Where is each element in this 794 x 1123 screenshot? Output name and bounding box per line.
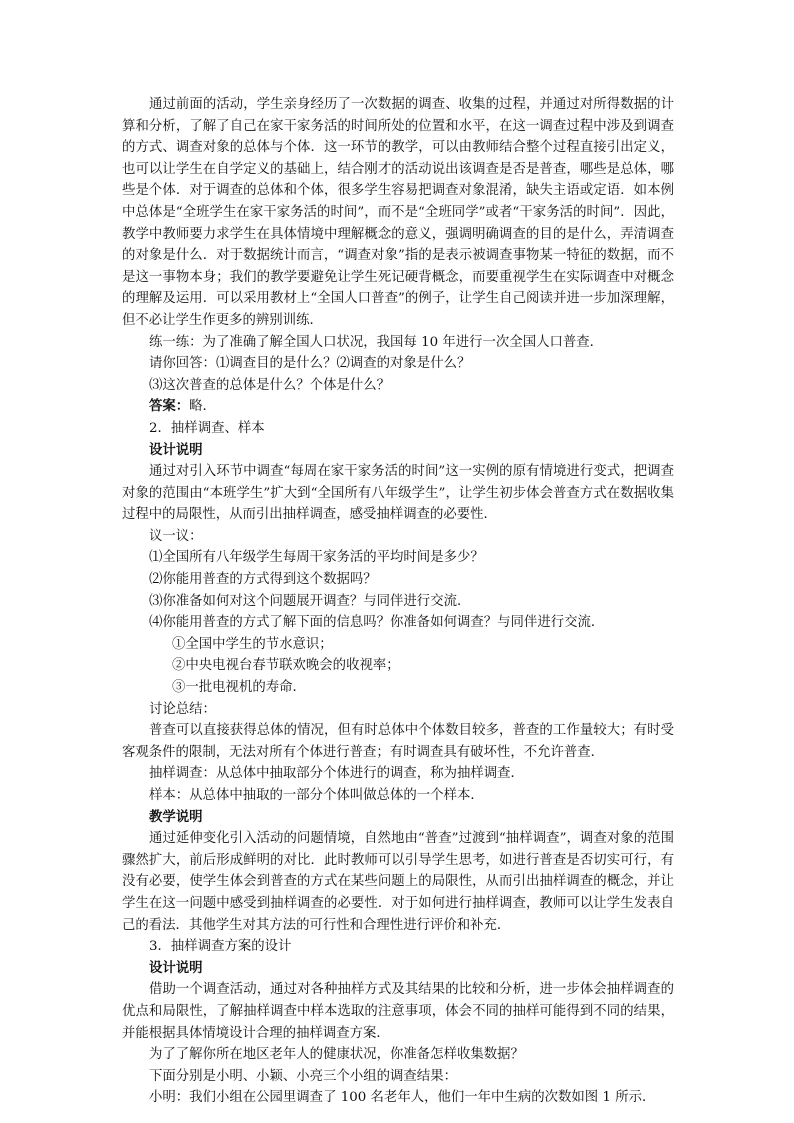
intro-paragraph: 通过前面的活动，学生亲身经历了一次数据的调查、收集的过程，并通过对所得数据的计算和分析，了解了自己在家干家务活的时间所处的位置和水平，在这一调查过程中涉及到调查的方式、调查对象的总体与个体．这一环节的教学，可以由教师结合整个过程直接引出定义，也可以让学生在自学定义的基础上，结合刚才的活动说出该调查是否是普查，哪些是总体，哪些是个体．对于调查的总体和个体，很多学生容易把调查对象混淆，缺失主语或定语．如本例中总体是“全班学生在家干家务活的时间”，而不是“全班同学”或者“干家务活的时间”．因此，教学中教师要力求学生在具体情境中理解概念的意义，强调明确调查的目的是什么，弄清调查的对象是什么．对于数据统计而言，“调查对象”指的是表示被调查事物某一特征的数据，而不是这一事物本身；我们的教学要避免让学生死记硬背概念，而要重视学生在实际调查中对概念的理解及运用．可以采用教材上“全国人口普查”的例子，让学生自己阅读并进一步加深理解，但不必让学生作更多的辨别训练． — [122, 97, 674, 328]
summary-label: 讨论总结： — [149, 701, 216, 717]
design-paragraph-2: 借助一个调查活动，通过对各种抽样方式及其结果的比较和分析，进一步体会抽样调查的优点和局限性，了解抽样调查中样本选取的注意事项，体会不同的抽样可能得到不同的结果，并能根据具体情境设计合理的抽样调查方案． — [122, 982, 674, 1041]
discuss-label: 议一议： — [149, 528, 203, 544]
question-line-2: ⑶这次普查的总体是什么？个体是什么？ — [149, 377, 391, 393]
document-body — [122, 94, 674, 1109]
discuss-question-3: ⑶你准备如何对这个问题展开调查？与同伴进行交流． — [149, 593, 471, 609]
discuss-question-2: ⑵你能用普查的方式得到这个数据吗？ — [149, 572, 377, 588]
groups-intro: 下面分别是小明、小颖、小亮三个小组的调查结果： — [149, 1068, 457, 1084]
xiaoming-result: 小明：我们小组在公园里调查了 100 名老年人，他们一年中生病的次数如图 1 所示． — [149, 1090, 656, 1106]
discuss-question-1: ⑴全国所有八年级学生每周干家务活的平均时间是多少？ — [149, 550, 484, 566]
design-paragraph-1: 通过对引入环节中调查“每周在家干家务活的时间”这一实例的原有情境进行变式，把调查对象的范围由“本班学生”扩大到“全国所有八年级学生”，让学生初步体会普查方式在数据收集过程中的局限性，从而引出抽样调查，感受抽样调查的必要性． — [122, 464, 674, 523]
sub-item-2: ②中央电视台春节联欢晚会的收视率； — [172, 658, 400, 674]
design-note-heading-1: 设计说明 — [149, 441, 203, 458]
practice-line: 练一练：为了准确了解全国人口状况，我国每 10 年进行一次全国人口普查． — [149, 334, 604, 350]
section-heading-3: 3．抽样调查方案的设计 — [149, 939, 292, 955]
teaching-paragraph: 通过延伸变化引入活动的问题情境，自然地由“普查”过渡到“抽样调查”，调查对象的范围骤然扩大，前后形成鲜明的对比．此时教师可以引导学生思考，如进行普查是否切实可行，有没有必要，使学生体会到普查的方式在某些问题上的局限性，从而引出抽样调查的概念，并让学生在这一问题中感受到抽样调查的必要性．对于如何进行抽样调查，教师可以让学生发表自己的看法．其他学生对其方法的可行性和合理性进行评价和补充． — [122, 831, 674, 933]
discuss-question-4: ⑷你能用普查的方式了解下面的信息吗？你准备如何调查？与同伴进行交流． — [149, 615, 605, 631]
summary-paragraph: 普查可以直接获得总体的情况，但有时总体中个体数目较多，普查的工作量较大；有时受客观条件的限制，无法对所有个体进行普查；有时调查具有破坏性，不允许普查． — [122, 723, 674, 760]
sample-definition: 样本：从总体中抽取的一部分个体叫做总体的一个样本． — [149, 788, 484, 803]
sub-item-3: ③一批电视机的寿命． — [172, 680, 306, 696]
answer-line — [122, 396, 674, 418]
section-heading-2: 2．抽样调查、样本 — [149, 420, 265, 436]
sub-item-1: ①全国中学生的节水意识； — [172, 636, 333, 652]
question-line-1: 请你回答：⑴调查目的是什么？⑵调查的对象是什么？ — [149, 356, 471, 372]
answer-text: 略． — [189, 399, 216, 415]
health-question: 为了了解你所在地区老年人的健康状况，你准备怎样收集数据？ — [149, 1047, 524, 1063]
sampling-definition: 抽样调查：从总体中抽取部分个体进行的调查，称为抽样调查． — [149, 766, 524, 782]
design-note-heading-2: 设计说明 — [149, 959, 203, 976]
teaching-note-heading: 教学说明 — [149, 808, 203, 825]
answer-label: 答案： — [149, 398, 190, 415]
